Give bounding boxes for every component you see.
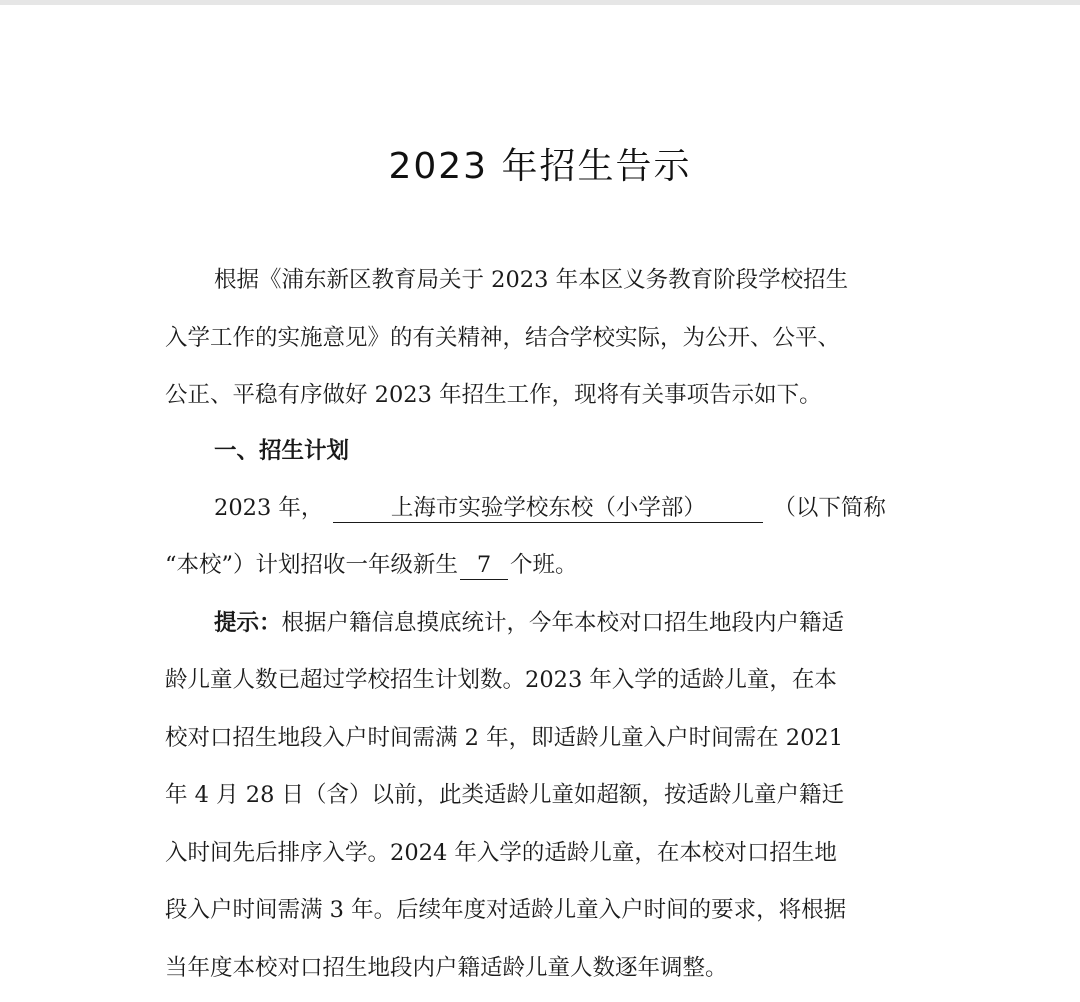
plan-line-2 — [165, 547, 578, 580]
intro-line-1: 根据《浦东新区教育局关于 2023 年本区义务教育阶段学校招生 — [214, 267, 849, 293]
notice-line-4: 年 4 月 28 日（含）以前，此类适龄儿童如超额，按适龄儿童户籍迁 — [165, 782, 845, 808]
class-count-underlined: 7 — [460, 553, 508, 580]
notice-label: 提示： — [214, 610, 282, 636]
notice-line-7: 当年度本校对口招生地段内户籍适龄儿童人数逐年调整。 — [165, 955, 728, 981]
intro-line-3: 公正、平稳有序做好 2023 年招生工作，现将有关事项告示如下。 — [165, 382, 822, 408]
school-name-underlined: 上海市实验学校东校（小学部） — [333, 496, 763, 523]
section-heading-enrollment-plan: 一、招生计划 — [214, 438, 350, 464]
plan-line2-prefix: “本校”）计划招收一年级新生 — [165, 552, 459, 578]
notice-line-2: 龄儿童人数已超过学校招生计划数。2023 年入学的适龄儿童，在本 — [165, 667, 837, 693]
intro-line-2: 入学工作的实施意见》的有关精神，结合学校实际，为公开、公平、 — [165, 325, 841, 351]
page-title: 2023 年招生告示 — [388, 146, 692, 187]
notice-line1-rest: 根据户籍信息摸底统计，今年本校对口招生地段内户籍适 — [281, 610, 845, 636]
plan-line-1 — [214, 490, 886, 523]
top-border — [0, 0, 1080, 5]
notice-line-3: 校对口招生地段入户时间需满 2 年，即适龄儿童入户时间需在 2021 — [165, 725, 844, 751]
plan-prefix: 2023 年， — [214, 495, 324, 521]
notice-line-5: 入时间先后排序入学。2024 年入学的适龄儿童，在本校对口招生地 — [165, 840, 837, 866]
plan-suffix: （以下简称 — [773, 495, 886, 521]
notice-line-6: 段入户时间需满 3 年。后续年度对适龄儿童入户时间的要求，将根据 — [165, 897, 847, 923]
notice-line-1 — [214, 605, 844, 637]
plan-line2-suffix: 个班。 — [510, 552, 578, 578]
